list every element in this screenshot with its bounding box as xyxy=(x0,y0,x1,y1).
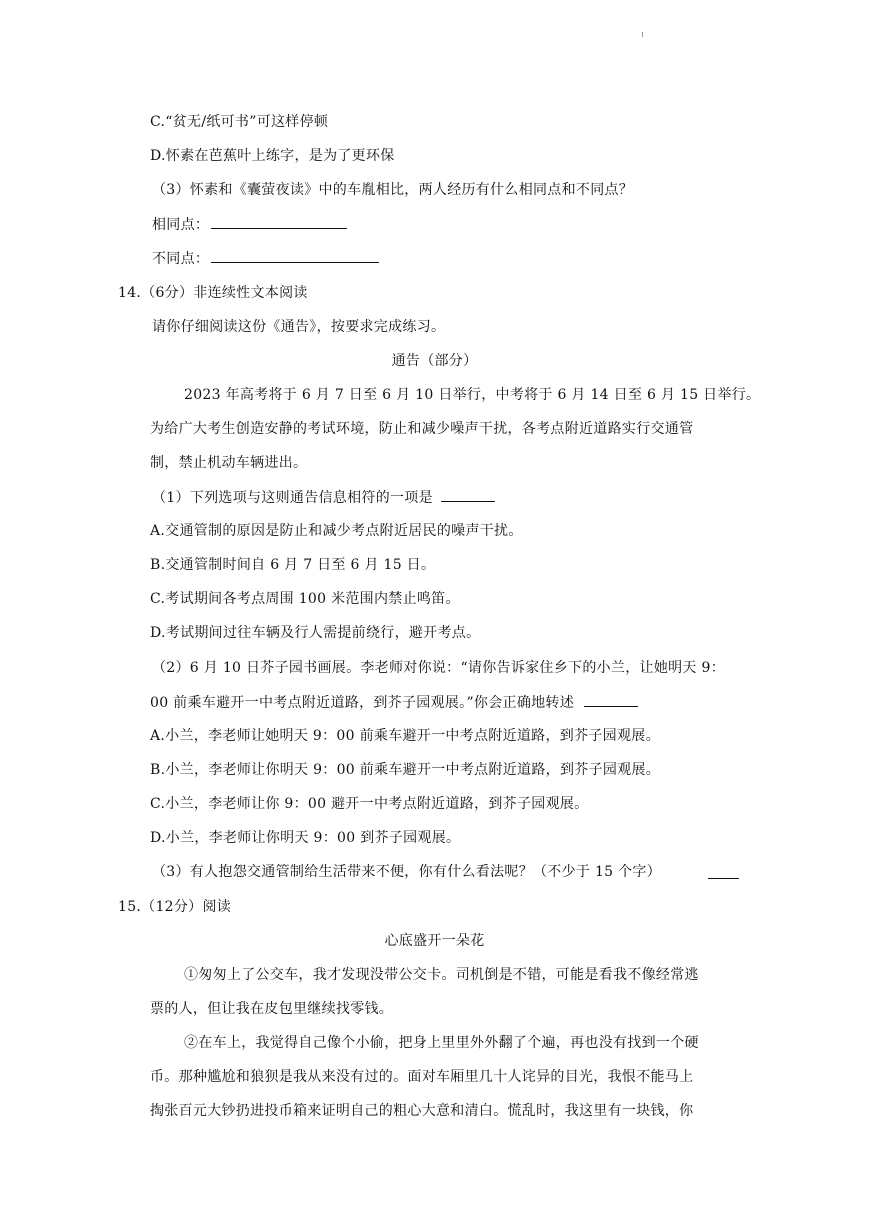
q14-sub1-answer-blank[interactable] xyxy=(441,487,495,502)
story-paragraph-line: 掏张百元大钞扔进投币箱来证明自己的粗心大意和清白。慌乱时，我这里有一块钱，你 xyxy=(150,1103,694,1119)
q13-sub3-prompt: （3）怀素和《囊萤夜读》中的车胤相比，两人经历有什么相同点和不同点？ xyxy=(152,182,634,198)
page-mark xyxy=(642,32,643,37)
story-title: 心底盛开一朵花 xyxy=(384,933,485,949)
q14-sub1-option-a[interactable]: A.交通管制的原因是防止和减少考点附近居民的噪声干扰。 xyxy=(150,523,523,539)
q13-option-c[interactable]: C.“贫无/纸可书”可这样停顿 xyxy=(150,114,329,130)
story-paragraph-line: ①匆匆上了公交车，我才发现没带公交卡。司机倒是不错，可能是看我不像经常逃 xyxy=(184,967,699,983)
story-paragraph-line: 币。那种尴尬和狼狈是我从来没有过的。面对车厢里几十人诧异的目光，我恨不能马上 xyxy=(150,1069,694,1085)
q13-option-d[interactable]: D.怀素在芭蕉叶上练字，是为了更环保 xyxy=(150,148,395,164)
diff-label: 不同点： xyxy=(152,251,210,267)
q14-sub2-option-a[interactable]: A.小兰，李老师让她明天 9：00 前乘车避开一中考点附近道路，到芥子园观展。 xyxy=(150,728,660,744)
q14-sub1-option-c[interactable]: C.考试期间各考点周围 100 米范围内禁止鸣笛。 xyxy=(150,591,460,607)
notice-line: 为给广大考生创造安静的考试环境，防止和减少噪声干扰，各考点附近道路实行交通管 xyxy=(150,421,694,437)
q14-sub1-row xyxy=(152,487,495,508)
q14-sub3-prompt: （3）有人抱怨交通管制给生活带来不便，你有什么看法呢？（不少于 15 个字） xyxy=(152,864,662,880)
q14-sub2-option-c[interactable]: C.小兰，李老师让你 9：00 避开一中考点附近道路，到芥子园观展。 xyxy=(150,796,589,812)
notice-line: 2023 年高考将于 6 月 7 日至 6 月 10 日举行，中考将于 6 月 14 日至 6 月 15 日举行。 xyxy=(184,387,761,403)
same-label: 相同点： xyxy=(152,217,210,233)
story-paragraph-line: 票的人，但让我在皮包里继续找零钱。 xyxy=(150,1001,394,1017)
notice-line: 制，禁止机动车辆进出。 xyxy=(150,455,308,471)
q14-sub2-prompt: （2）6 月 10 日芥子园书画展。李老师对你说：“请你告诉家住乡下的小兰，让她明天 9： xyxy=(152,660,725,676)
q14-sub1-option-b[interactable]: B.交通管制时间自 6 月 7 日至 6 月 15 日。 xyxy=(150,557,436,573)
q14-intro: 请你仔细阅读这份《通告》，按要求完成练习。 xyxy=(152,319,446,335)
same-answer-blank[interactable] xyxy=(211,214,347,229)
q14-sub1-option-d[interactable]: D.考试期间过往车辆及行人需提前绕行，避开考点。 xyxy=(150,625,481,641)
q14-sub2-option-b[interactable]: B.小兰，李老师让你明天 9：00 前乘车避开一中考点附近道路，到芥子园观展。 xyxy=(150,762,661,778)
story-paragraph-line: ②在车上，我觉得自己像个小偷，把身上里里外外翻了个遍，再也没有找到一个硬 xyxy=(184,1035,699,1051)
q14-sub3-answer-blank[interactable] xyxy=(708,864,739,879)
q14-sub1-prompt: （1）下列选项与这则通告信息相符的一项是 xyxy=(152,490,433,506)
q15-header: 15.（12分）阅读 xyxy=(118,899,232,915)
q14-sub2-row xyxy=(150,692,638,713)
q13-diff-row xyxy=(152,248,379,269)
notice-title: 通告（部分） xyxy=(391,353,478,369)
diff-answer-blank[interactable] xyxy=(211,248,379,263)
q14-header: 14.（6分）非连续性文本阅读 xyxy=(118,285,308,301)
q13-same-row xyxy=(152,214,347,235)
q14-sub2-prompt-cont: 00 前乘车避开一中考点附近道路，到芥子园观展。”你会正确地转述 xyxy=(150,695,575,711)
q14-sub2-option-d[interactable]: D.小兰，李老师让你明天 9：00 到芥子园观展。 xyxy=(150,830,461,846)
q14-sub2-answer-blank[interactable] xyxy=(584,692,638,707)
